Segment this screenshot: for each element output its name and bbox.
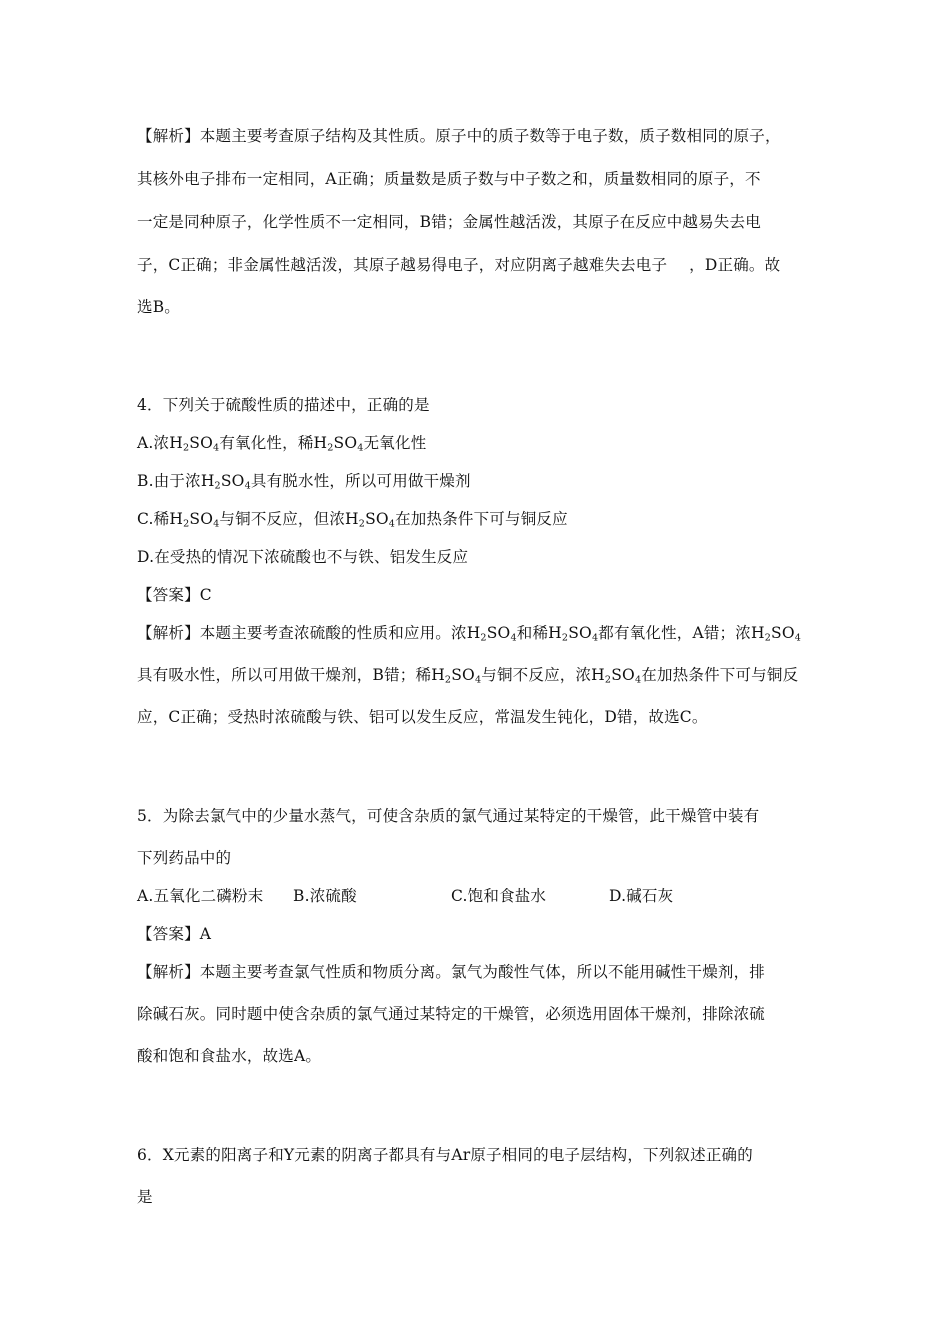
q5-option-d: D.碱石灰	[609, 887, 674, 905]
q5-stem-line-2: 下列药品中的	[137, 849, 232, 867]
q5-answer: 【答案】A	[137, 925, 212, 943]
q4-option-a: A.浓$H_2SO_4$有氧化性，稀$H_2SO_4$无氧化性	[137, 434, 427, 454]
q4-option-c: C.稀$H_2SO_4$与铜不反应，但浓$H_2SO_4$在加热条件下可与铜反应	[137, 510, 568, 530]
q4-analysis-line-1: 【解析】本题主要考查浓硫酸的性质和应用。浓$H_2SO_4$和稀$H_2SO_4$都有氧化性，A错；浓$H_2SO_4$	[137, 624, 802, 644]
q5-stem-line-1: 5．为除去氯气中的少量水蒸气，可使含杂质的氯气通过某特定的干燥管，此干燥管中装有	[137, 807, 760, 825]
q6-stem-line-1: 6．X元素的阳离子和Y元素的阴离子都具有与Ar原子相同的电子层结构，下列叙述正确的	[137, 1146, 753, 1164]
q5-option-a: A.五氧化二磷粉末	[137, 887, 264, 905]
q5-analysis-line-3: 酸和饱和食盐水，故选A。	[137, 1047, 322, 1065]
q4-stem: 4．下列关于硫酸性质的描述中，正确的是	[137, 396, 430, 414]
q6-stem-line-2: 是	[137, 1188, 153, 1206]
q5-analysis-line-2: 除碱石灰。同时题中使含杂质的氯气通过某特定的干燥管，必须选用固体干燥剂，排除浓硫	[137, 1005, 766, 1023]
q5-option-b: B.浓硫酸	[293, 887, 357, 905]
q5-option-c: C.饱和食盐水	[451, 887, 547, 905]
q4-answer: 【答案】C	[137, 586, 212, 604]
q3-analysis-line-5: 选B。	[137, 298, 180, 316]
q4-analysis-line-3: 应，C正确；受热时浓硫酸与铁、铝可以发生反应，常温发生钝化，D错，故选C。	[137, 708, 708, 726]
q3-analysis-line-4-text: 子，C正确；非金属性越活泼，其原子越易得电子，对应阴离子越难失去电子	[137, 256, 668, 274]
q3-analysis-line-4-tail: ，D正确。故	[689, 256, 781, 274]
q4-option-d: D.在受热的情况下浓硫酸也不与铁、铝发生反应	[137, 548, 469, 566]
q3-analysis-line-3: 一定是同种原子，化学性质不一定相同，B错；金属性越活泼，其原子在反应中越易失去电	[137, 213, 761, 231]
q4-analysis-line-2: 具有吸水性，所以可用做干燥剂，B错；稀$H_2SO_4$与铜不反应，浓$H_2SO_4$在加热条件下可与铜反	[137, 666, 799, 686]
q3-analysis-line-2: 其核外电子排布一定相同，A正确；质量数是质子数与中子数之和，质量数相同的原子，不	[137, 170, 761, 188]
q5-analysis-line-1: 【解析】本题主要考查氯气性质和物质分离。氯气为酸性气体，所以不能用碱性干燥剂，排	[137, 963, 766, 981]
q3-analysis-line-4	[137, 255, 780, 275]
q4-option-b: B.由于浓$H_2SO_4$具有脱水性，所以可用做干燥剂	[137, 472, 471, 492]
q3-analysis-line-1: 【解析】本题主要考查原子结构及其性质。原子中的质子数等于电子数，质子数相同的原子，	[137, 127, 781, 145]
